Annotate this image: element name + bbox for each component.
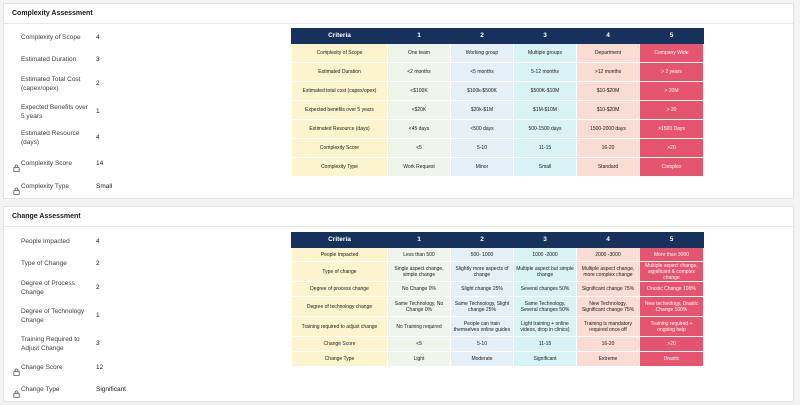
table-header-row	[292, 29, 704, 44]
table-cell: Complexity Type	[292, 158, 388, 177]
table-cell: $10-$20M	[577, 82, 640, 101]
table-row	[292, 297, 704, 317]
field-value: Significant	[96, 386, 126, 393]
table-cell: $10-$20M	[577, 101, 640, 120]
table-cell: Multiple aspect but simple change	[514, 262, 577, 282]
table-cell: 11-15	[514, 337, 577, 352]
table-cell: Multiple aspect change, significant & complex change	[640, 262, 704, 282]
table-cell: One team	[388, 44, 451, 63]
field-label: Change Score	[21, 364, 63, 371]
field-value: 4	[96, 134, 100, 141]
table-cell: Significant change 75%	[577, 282, 640, 297]
table-row	[292, 248, 704, 262]
table-cell: $1M-$10M	[514, 101, 577, 120]
table-header-cell: Criteria	[292, 29, 388, 44]
field-value: 1	[96, 108, 100, 115]
field-value: 12	[96, 364, 104, 371]
table-header-cell: 4	[577, 233, 640, 248]
table-cell: Training required + ongoing help	[640, 317, 704, 337]
table-cell: Work Request	[388, 158, 451, 177]
table-cell: New Technology, Significant change 75%	[577, 297, 640, 317]
table-cell: 1000 -2000	[514, 248, 577, 262]
table-row	[292, 82, 704, 101]
change-criteria-table	[291, 232, 704, 367]
table-header-cell: 2	[451, 29, 514, 44]
table-cell: Standard	[577, 158, 640, 177]
change-assessment-section	[3, 206, 794, 402]
table-cell: New technology, Drastic Change 100%	[640, 297, 704, 317]
field-label: Training Required to Adjust Change	[21, 336, 80, 352]
table-cell: Estimated Duration	[292, 63, 388, 82]
table-header-cell: 4	[577, 29, 640, 44]
table-cell: Minor	[451, 158, 514, 177]
table-cell: >1500 Days	[640, 120, 704, 139]
table-row	[292, 262, 704, 282]
table-row	[292, 139, 704, 158]
table-row	[292, 317, 704, 337]
table-cell: >20	[640, 337, 704, 352]
table-cell: Type of change	[292, 262, 388, 282]
table-cell: Slight change 25%	[451, 282, 514, 297]
table-header-cell: Criteria	[292, 233, 388, 248]
table-row	[292, 63, 704, 82]
table-cell: <2 months	[388, 63, 451, 82]
table-cell: Expected benefits over 5 years	[292, 101, 388, 120]
field-label: Complexity Type	[21, 183, 69, 190]
table-cell: 5-10	[451, 337, 514, 352]
table-cell: Training required to adjust change	[292, 317, 388, 337]
table-cell: 1500-2000 days	[577, 120, 640, 139]
table-cell: 11-15	[514, 139, 577, 158]
table-cell: Single aspect change, simple change	[388, 262, 451, 282]
table-cell: 500- 1000	[451, 248, 514, 262]
table-cell: Extreme	[577, 352, 640, 367]
table-cell: Several changes 50%	[514, 282, 577, 297]
table-cell: Degree of technology change	[292, 297, 388, 317]
table-header-cell: 5	[640, 29, 704, 44]
table-cell: Company Wide	[640, 44, 704, 63]
table-cell: <45 days	[388, 120, 451, 139]
field-label: Complexity Score	[21, 160, 72, 167]
table-cell: Training is mandatory required once off	[577, 317, 640, 337]
table-cell: <5	[388, 139, 451, 158]
table-cell: <5	[388, 337, 451, 352]
table-cell: Estimated Resource (days)	[292, 120, 388, 139]
table-header-cell: 2	[451, 233, 514, 248]
section-divider	[4, 226, 793, 227]
table-cell: People can train themselves online guides	[451, 317, 514, 337]
lock-icon	[13, 182, 20, 190]
table-cell: No Change 0%	[388, 282, 451, 297]
table-row	[292, 120, 704, 139]
table-cell: Change Score	[292, 337, 388, 352]
table-cell: Less than 500	[388, 248, 451, 262]
table-cell: Estimated total cost (capex/opex)	[292, 82, 388, 101]
table-cell: Light	[388, 352, 451, 367]
table-cell: Drastic	[640, 352, 704, 367]
table-cell: Degree of process change	[292, 282, 388, 297]
lock-icon	[13, 363, 20, 371]
table-cell: Multiple groups	[514, 44, 577, 63]
table-cell: More than 3000	[640, 248, 704, 262]
field-value: 14	[96, 160, 104, 167]
field-value: Small	[96, 183, 113, 190]
table-cell: Working group	[451, 44, 514, 63]
table-cell: <$20K	[388, 101, 451, 120]
table-cell: <5 months	[451, 63, 514, 82]
table-header-cell: 3	[514, 29, 577, 44]
table-cell: > 20	[640, 101, 704, 120]
table-cell: <$100K	[388, 82, 451, 101]
table-cell: $100k-$500K	[451, 82, 514, 101]
table-header-cell: 1	[388, 29, 451, 44]
field-label: Degree of Technology Change	[21, 308, 85, 324]
field-label: Estimated Duration	[21, 56, 77, 63]
field-label: People Impacted	[21, 238, 70, 245]
table-row	[292, 337, 704, 352]
complexity-assessment-section	[3, 3, 794, 199]
field-value: 1	[96, 312, 100, 319]
table-cell: $20k-$1M	[451, 101, 514, 120]
table-row	[292, 282, 704, 297]
field-value: 4	[96, 34, 100, 41]
table-header-cell: 5	[640, 233, 704, 248]
field-value: 3	[96, 340, 100, 347]
table-cell: 16-20	[577, 337, 640, 352]
table-cell: >12 months	[577, 63, 640, 82]
table-header-row	[292, 233, 704, 248]
field-value: 2	[96, 260, 100, 267]
table-cell: <500 days	[451, 120, 514, 139]
table-cell: Moderate	[451, 352, 514, 367]
table-cell: 500-1500 days	[514, 120, 577, 139]
section-title: Complexity Assessment	[12, 10, 93, 17]
field-label: Change Type	[21, 386, 60, 393]
table-cell: Complex	[640, 158, 704, 177]
table-cell: No Training required	[388, 317, 451, 337]
table-cell: > 2 years	[640, 63, 704, 82]
complexity-criteria-table	[291, 28, 704, 177]
table-row	[292, 158, 704, 177]
table-cell: Significant	[514, 352, 577, 367]
section-title: Change Assessment	[12, 213, 81, 220]
table-cell: Same Technology, No Change 0%	[388, 297, 451, 317]
table-cell: 16-20	[577, 139, 640, 158]
table-row	[292, 101, 704, 120]
field-label: Degree of Process Change	[21, 280, 75, 296]
field-label: Estimated Resource (days)	[21, 130, 80, 146]
table-row	[292, 44, 704, 63]
field-label: Type of Change	[21, 260, 67, 267]
field-value: 3	[96, 56, 100, 63]
table-cell: Same Technology, Several changes 50%	[514, 297, 577, 317]
field-label: Estimated Total Cost (capex/opex)	[21, 76, 81, 92]
field-value: 4	[96, 238, 100, 245]
table-cell: >20	[640, 139, 704, 158]
table-cell: People Impacted	[292, 248, 388, 262]
table-cell: 5-12 months	[514, 63, 577, 82]
table-cell: $500K-$10M	[514, 82, 577, 101]
field-value: 2	[96, 284, 100, 291]
table-header-cell: 1	[388, 233, 451, 248]
table-cell: Department	[577, 44, 640, 63]
lock-icon	[13, 385, 20, 393]
table-cell: > 20M	[640, 82, 704, 101]
table-row	[292, 352, 704, 367]
table-cell: Complexity Score	[292, 139, 388, 158]
table-cell: Complexity of Scope	[292, 44, 388, 63]
field-label: Complexity of Scope	[21, 34, 81, 41]
table-cell: Same Technology, Slight change 25%	[451, 297, 514, 317]
field-label: Expected Benefits over 5 years	[21, 104, 88, 120]
table-cell: Slightly more aspects of change	[451, 262, 514, 282]
section-divider	[4, 23, 793, 24]
field-value: 2	[96, 80, 100, 87]
table-cell: 5-10	[451, 139, 514, 158]
table-cell: Drastic Change 100%	[640, 282, 704, 297]
table-cell: Light training + online videos, drop in clinics)	[514, 317, 577, 337]
table-cell: Small	[514, 158, 577, 177]
table-header-cell: 3	[514, 233, 577, 248]
table-cell: 2000 -3000	[577, 248, 640, 262]
lock-icon	[13, 159, 20, 167]
table-cell: Multiple aspect change, more complex change	[577, 262, 640, 282]
table-cell: Change Type	[292, 352, 388, 367]
